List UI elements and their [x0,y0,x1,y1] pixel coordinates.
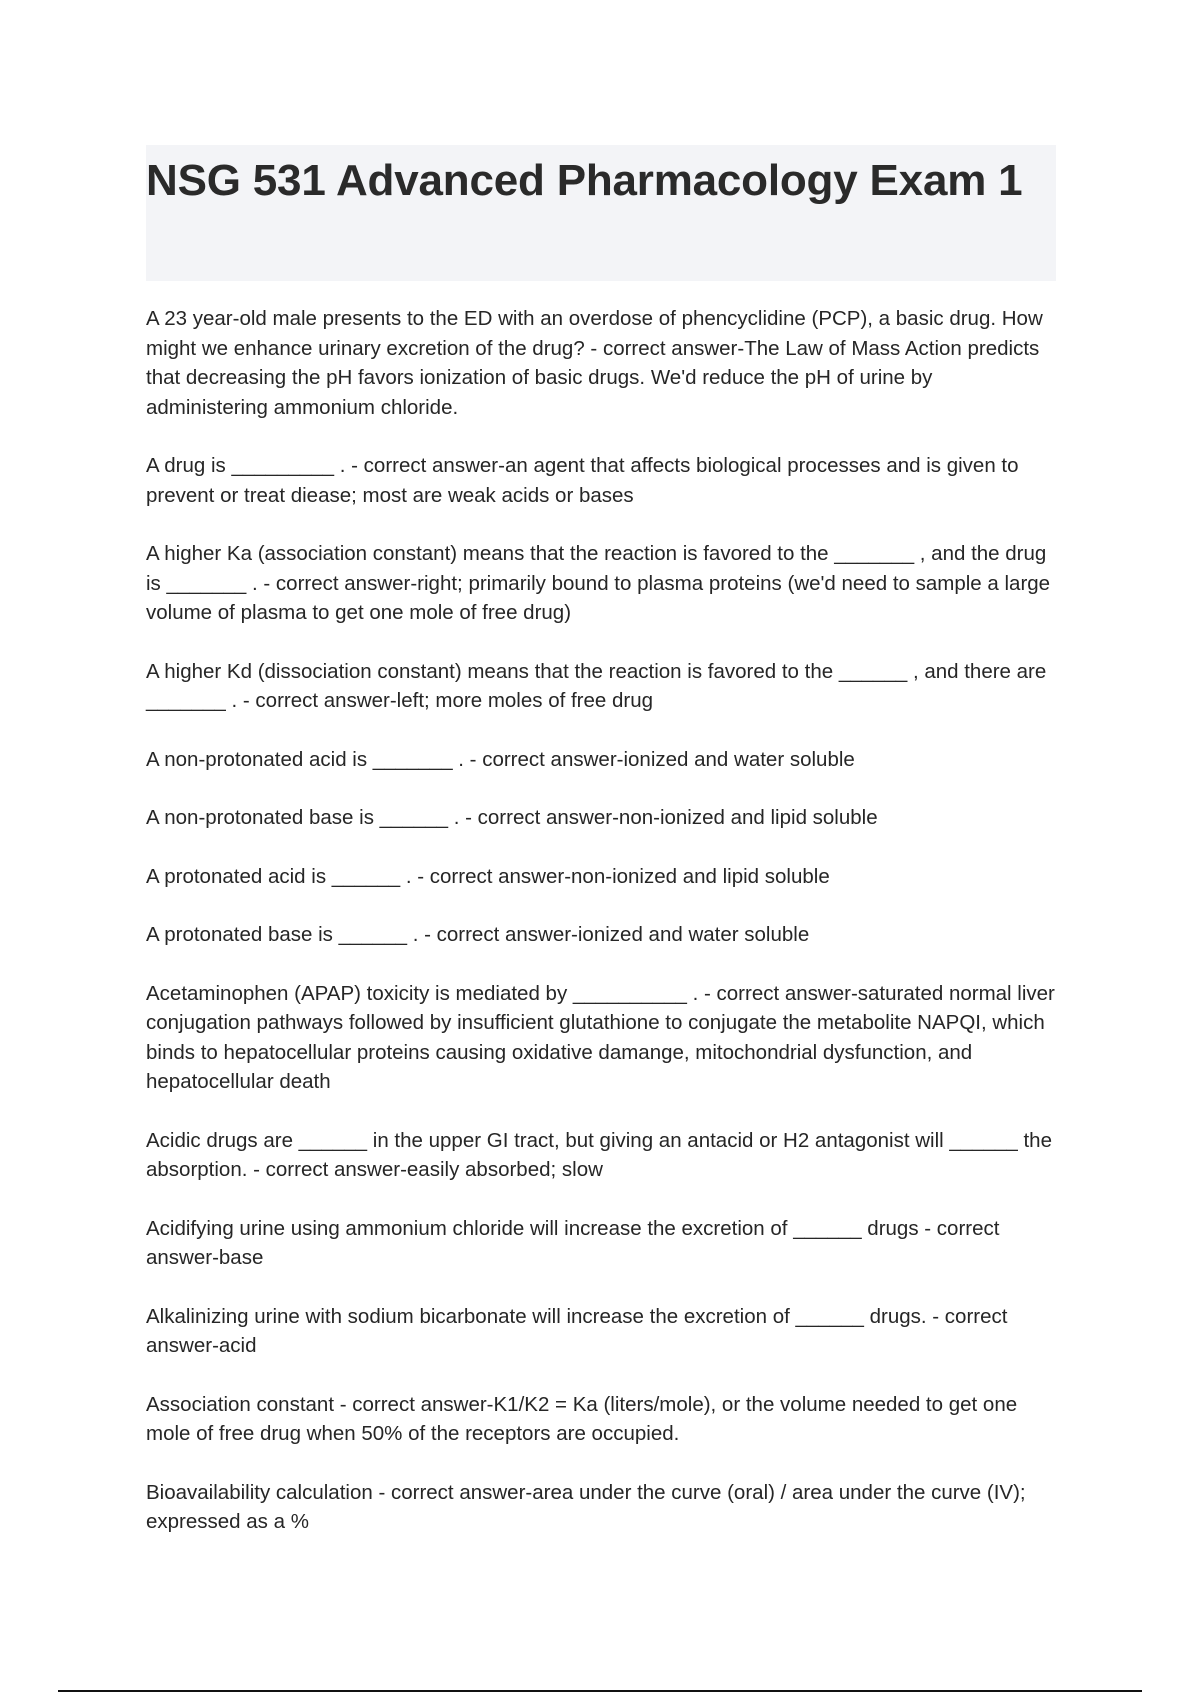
qa-item: A higher Kd (dissociation constant) means that the reaction is favored to the ______ , and there are _______ . - correct answer-left; more moles of free drug [146,659,1052,712]
qa-item: A non-protonated base is ______ . - correct answer-non-ionized and lipid soluble [146,806,878,829]
footer-divider [58,1690,1142,1692]
qa-item: Bioavailability calculation - correct answer-area under the curve (oral) / area under the curve (IV); expressed as a % [146,1480,1032,1533]
page-title: NSG 531 Advanced Pharmacology Exam 1 [146,156,1023,205]
qa-item: A protonated acid is ______ . - correct answer-non-ionized and lipid soluble [146,864,830,888]
qa-list [146,304,1061,1566]
qa-item: A 23 year-old male presents to the ED with an overdose of phencyclidine (PCP), a basic drug. How might we enhance urinary excretion of the drug? - correct answer-The Law of Mass Action predicts that decreasing the pH favors ionization of basic drugs. We'd reduce the pH of urine by administering ammonium chloride. [146,307,1049,419]
qa-item: Association constant - correct answer-K1/K2 = Ka (liters/mole), or the volume needed to get one mole of free drug when 50% of the receptors are occupied. [146,1392,1023,1445]
qa-item: A higher Ka (association constant) means that the reaction is favored to the _______ , and the drug is _______ . - correct answer-right; primarily bound to plasma proteins (we'd need to sample a large volume of plasma to get one mole of free drug) [146,542,1056,624]
qa-item: A non-protonated acid is _______ . - correct answer-ionized and water soluble [146,747,855,771]
qa-item: Acidic drugs are ______ in the upper GI tract, but giving an antacid or H2 antagonist will ______ the absorption. - correct answer-easily absorbed; slow [146,1128,1058,1181]
qa-item: Alkalinizing urine with sodium bicarbonate will increase the excretion of ______ drugs. - correct answer-acid [146,1304,1014,1357]
qa-item: Acetaminophen (APAP) toxicity is mediated by __________ . - correct answer-saturated normal liver conjugation pathways followed by insufficient glutathione to conjugate the metabolite NAPQI, which binds to hepatocellular proteins causing oxidative damange, mitochondrial dysfunction, and hepatocellular death [146,981,1061,1093]
qa-item: A drug is _________ . - correct answer-an agent that affects biological processes and is given to prevent or treat diease; most are weak acids or bases [146,454,1025,507]
qa-item: A protonated base is ______ . - correct answer-ionized and water soluble [146,923,810,946]
title-banner [146,145,1056,281]
qa-item: Acidifying urine using ammonium chloride will increase the excretion of ______ drugs - correct answer-base [146,1216,1006,1269]
